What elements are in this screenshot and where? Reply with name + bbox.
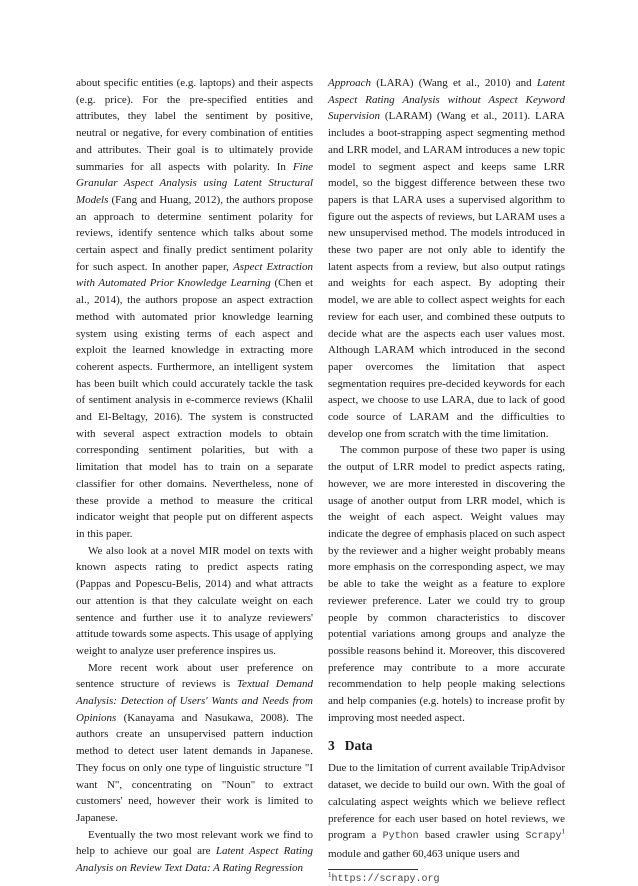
paragraph-user-preference — [76, 660, 313, 827]
paragraph-mir-model: We also look at a novel MIR model on texts with known aspects rating to predict aspects rating (Pappas and Popescu-Belis, 2014) and what attracts our attention is that they calculate weight on each sentence and further use it to analyze reviewers' attitude towards some aspects. This usage of applying weight to analyze user preference inspires us. — [76, 544, 313, 657]
paragraph-related-work-1 — [76, 75, 313, 543]
footnote — [328, 870, 565, 886]
section-title: Data — [344, 738, 373, 754]
text-run: (LARAM) (Wang et al., 2011). LARA includes a boot-strapping aspect segmenting method and LRR model, and LARAM introduces a new topic model to segment aspect and keeps same LRR model, so the biggest difference between these two papers is that LARA uses a supervised algorithm to figure out the aspects of reviews, but LARAM uses a new unsupervised method. The models introduced in these two paper are not only able to identify the latent aspects from a review, but also output ratings and weights for each aspect. By adopting their model, we are able to collect aspect weights for each review for each user, and combined these outputs to decide what are the aspects each user values most. Although LARAM which introduced in the second paper overcomes the limitation that aspect segmentation requires pre-decided keywords for each aspect, we choose to use LARA, due to lack of good code source of LARAM and the difficulties to develop one from scratch with the time limitation. — [328, 110, 565, 440]
cited-title: Aspect Extraction with Automated Prior Knowledge Learning — [76, 260, 313, 290]
cited-title: Fine Granular Aspect Analysis using Latent Structural Models — [76, 160, 313, 206]
right-column — [328, 75, 565, 886]
paragraph-relevant-work — [76, 827, 313, 877]
text-run: (LARA) (Wang et al., 2010) and — [370, 77, 537, 89]
footnote-marker: 1 — [561, 827, 565, 836]
text-run: (Fang and Huang, 2012), the authors propose an approach to determine sentiment polarity for reviews, identify sentence which talks about some certain aspect and finally predict sentiment polarity for such aspect. In another paper, — [76, 193, 313, 273]
text-run: Due to the limitation of current available TripAdvisor dataset, we decide to build our own. With the goal of calculating aspect weights which we believe reflect preference for each user based on hotel reviews, we program a — [328, 762, 565, 842]
paragraph-data — [328, 760, 565, 862]
cited-title: Latent Aspect Rating Analysis without Aspect Keyword Supervision — [328, 77, 565, 123]
code-python: Python — [382, 831, 419, 843]
paragraph-common-purpose: The common purpose of these two paper is using the output of LRR model to predict aspects rating, however, we are more interested in discovering the usage of another output from LRR model, which is the weight of each aspect. Weight values may indicate the degree of emphasis placed on such aspect by the reviewer and a higher weight probably means more emphasis on the corresponding aspect, we may be able to take the weight as a feature to explore reviewer preference. Later we could try to group people by common characteristics to discover potential variations among groups and analyze the possible reasons behind it. Moreover, this discovered preference may contribute to a more accurate recommendation to help people making selections and help companies (e.g. hotels) to increase profit by improving most needed aspect. — [328, 444, 566, 724]
paragraph-lara — [328, 75, 565, 442]
footnote-url[interactable]: https://scrapy.org — [331, 873, 440, 885]
text-run: about specific entities (e.g. laptops) and their aspects (e.g. price). For the pre-specified entities and attributes, they label the sentiment by positive, neutral or negative, for every combination of entities and attributes. Their goal is to ultimately provide summaries for all aspects with polarity. In — [76, 77, 313, 173]
footnote-divider — [328, 869, 418, 870]
text-run: Eventually the two most relevant work we find to help to achieve our goal are — [76, 828, 313, 858]
text-run: (Chen et al., 2014), the authors propose an aspect extraction method with automated prior knowledge learning system using existing terms of each aspect and exploit the learned knowledge in extracting more coherent aspects. Furthermore, an intelligent system has been built which could accurately tackle the task of sentiment analysis in e-commerce reviews (Khalil and El-Beltagy, 2016). The system is constructed with several aspect extraction models to obtain corresponding sentiment polarities, but with a limitation that model has to train on a separate classifier for other domains. Nevertheless, none of these provide a method to measure the critical indicator weight that people put on different aspects in this paper. — [76, 277, 313, 540]
footnote-number: 1 — [328, 870, 332, 879]
section-number: 3 — [328, 738, 335, 754]
section-heading-data — [328, 738, 565, 754]
text-run: More recent work about user preference on sentence structure of reviews is — [76, 661, 313, 691]
text-run: module and gather 60,463 unique users and — [328, 847, 520, 860]
cited-title: Latent Aspect Rating Analysis on Review Text Data: A Rating Regression — [76, 845, 313, 875]
cited-title: Approach — [328, 77, 371, 89]
code-scrapy: Scrapy — [525, 831, 562, 843]
text-run: (Kanayama and Nasukawa, 2008). The authors create an unsupervised pattern induction method to detect user latent demands in Japanese. They focus on only one type of linguistic structure "I want N", concentrating on "Noun" to extract customers' need, however their work is limited to Japanese. — [76, 711, 313, 824]
cited-title: Textual Demand Analysis: Detection of Users' Wants and Needs from Opinions — [76, 678, 313, 724]
text-run: based crawler using — [418, 829, 526, 842]
left-column — [76, 75, 313, 877]
